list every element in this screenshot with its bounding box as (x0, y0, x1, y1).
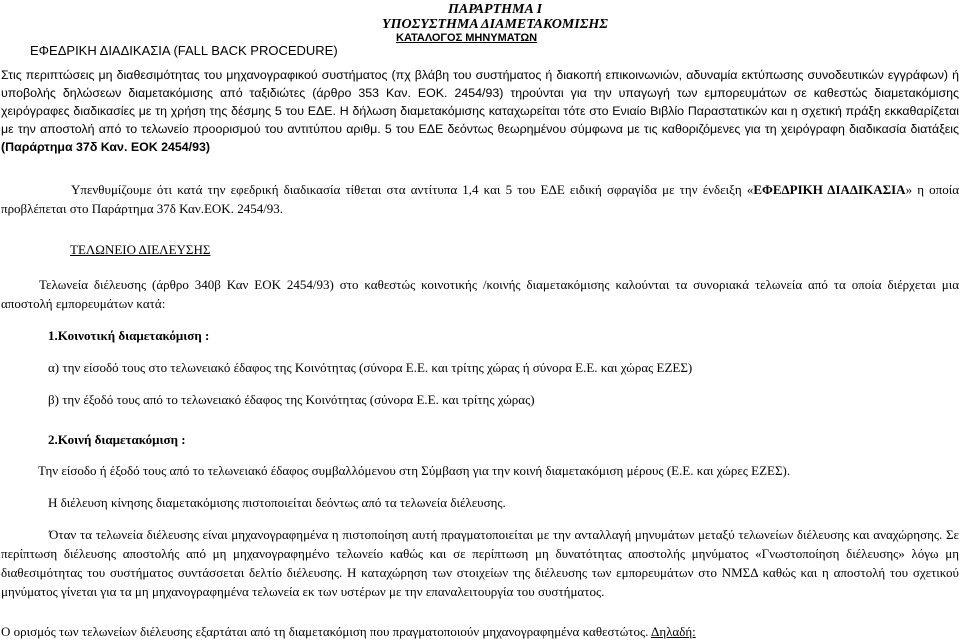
common-transit-text-2: Η διέλευση κίνησης διαμετακόμισης πιστοποιείται δεόντως από τα τελωνεία διέλευσης. (48, 495, 506, 510)
intro-text: Στις περιπτώσεις μη διαθεσιμότητας του μηχανογραφικού συστήματος (πχ βλάβη του συστήματος ή διακοπή επικοινωνιών, αδυναμία εκτύπωσης συνοδευτικών εγγράφων) ή υποβολής δηλώσεων διαμετακόμισης από ταξιδιώτες (άρθρο 353 Καν. ΕΟΚ. 2454/93) τηρούνται για την υπαγωγή των εμπορευμάτων σε καθεστώς διαμετακόμισης χειρόγραφες διαδικασίες με τη χρήση της δέσμης 5 του ΕΔΕ. Η δήλωση διαμετακόμισης καταχωρείται τότε στο Ενιαίο Βιβλίο Παραστατικών και η σχετική πράξη εκκαθαρίζεται με την αποστολή από το τελωνείο προορισμού του αντιτύπου αριθμ. 5 του ΕΔΕ δεόντως θεωρημένου σύμφωνα με τις καθοριζόμενες για τη χειρόγραφη διαδικασία διατάξεις (1, 68, 959, 136)
computerized-paragraph: Όταν τα τελωνεία διέλευσης είναι μηχανογραφημένα η πιστοποίηση αυτή πραγματοποιείται με την ανταλλαγή μηνυμάτων μεταξύ τελωνείων διέλευσης και αναχώρησης. Σε περίπτωση διέλευσης αποστολής από μη μηχανογραφημένο τελωνείο καθώς και σε περίπτωση μη δυνατότητας αποστολής μηνύματος «Γνωστοποίηση διέλευσης» λόγω μη διαθεσιμότητας του συστήματος συντάσσεται δελτίο διέλευσης. Η καταχώρηση των στοιχείων της διέλευσης των εμπορευμάτων στο ΝΜΣΔ καθώς και η αποστολή του σχετικού μηνύματος γίνεται για τα μη μηχανογραφημένα τελωνεία εκ των υστέρων με την επαναλειτουργία του συστήματος. (1, 527, 959, 599)
reminder-tail: » η οποία προβλέπεται στο Παράρτημα 37δ Καν.ΕΟΚ. 2454/93. (1, 182, 960, 216)
transit-definition-text: Ο ορισμός των τελωνείων διέλευσης εξαρτάται από τη διαμετακόμιση που πραγματοποιούν μηχανογραφημένα καθεστώτος. (1, 624, 651, 639)
catalog-title: ΚΑΤΑΛΟΓΟΣ ΜΗΝΥΜΑΤΩΝ (396, 32, 538, 44)
reminder-paragraph (1, 180, 959, 218)
intro-paragraph (1, 66, 959, 156)
transit-definition-line (1, 622, 696, 641)
annex-title: ΠΑΡΑΡΤΗΜΑ Ι (447, 2, 543, 17)
procedure-title: ΕΦΕΔΡΙΚΗ ΔΙΑΔΙΚΑΣΙΑ (FALL BACK PROCEDURE) (30, 43, 338, 58)
transit-office-heading: ΤΕΛΩΝΕΙΟ ΔΙΕΛΕΥΣΗΣ (70, 242, 211, 257)
namely-underlined: Δηλαδή: (650, 624, 696, 639)
community-item-a: α) την είσοδό τους στο τελωνειακό έδαφος της Κοινότητας (σύνορα Ε.Ε. και τρίτης χώρας ή σύνορα Ε.Ε. και χώρας ΕΖΕΣ) (48, 360, 693, 375)
subsystem-title: ΥΠΟΣΥΣΤΗΜΑ ΔΙΑΜΕΤΑΚΟΜΙΣΗΣ (382, 17, 608, 32)
reminder-stamp: ΕΦΕΔΡΙΚΗ ΔΙΑΔΙΚΑΣΙΑ (753, 182, 906, 197)
common-transit-text-1: Την είσοδο ή έξοδό τους από το τελωνειακό έδαφος συμβαλλόμενου στη Σύμβαση για την κοινή διαμετακόμιση μέρους (Ε.Ε. και χώρες ΕΖΕΣ). (38, 463, 791, 478)
community-transit-heading: 1.Κοινοτική διαμετακόμιση : (48, 328, 210, 343)
common-transit-heading: 2.Κοινή διαμετακόμιση : (48, 432, 186, 447)
intro-bold-ref: (Παράρτημα 37δ Καν. ΕΟΚ 2454/93) (1, 140, 211, 154)
community-item-b: β) την έξοδό τους από το τελωνειακό έδαφος της Κοινότητας (σύνορα Ε.Ε. και τρίτης χώρας) (48, 392, 535, 407)
transit-office-paragraph: Τελωνεία διέλευσης (άρθρο 340β Καν ΕΟΚ 2454/93) στο καθεστώς κοινοτικής /κοινής διαμετακόμισης καλούνται τα συνοριακά τελωνεία από τα οποία διέρχεται μια αποστολή εμπορευμάτων κατά: (1, 277, 959, 311)
reminder-text: Υπενθυμίζουμε ότι κατά την εφεδρική διαδικασία τίθεται στα αντίτυπα 1,4 και 5 του ΕΔΕ ειδική σφραγίδα με την ένδειξη « (71, 182, 754, 197)
